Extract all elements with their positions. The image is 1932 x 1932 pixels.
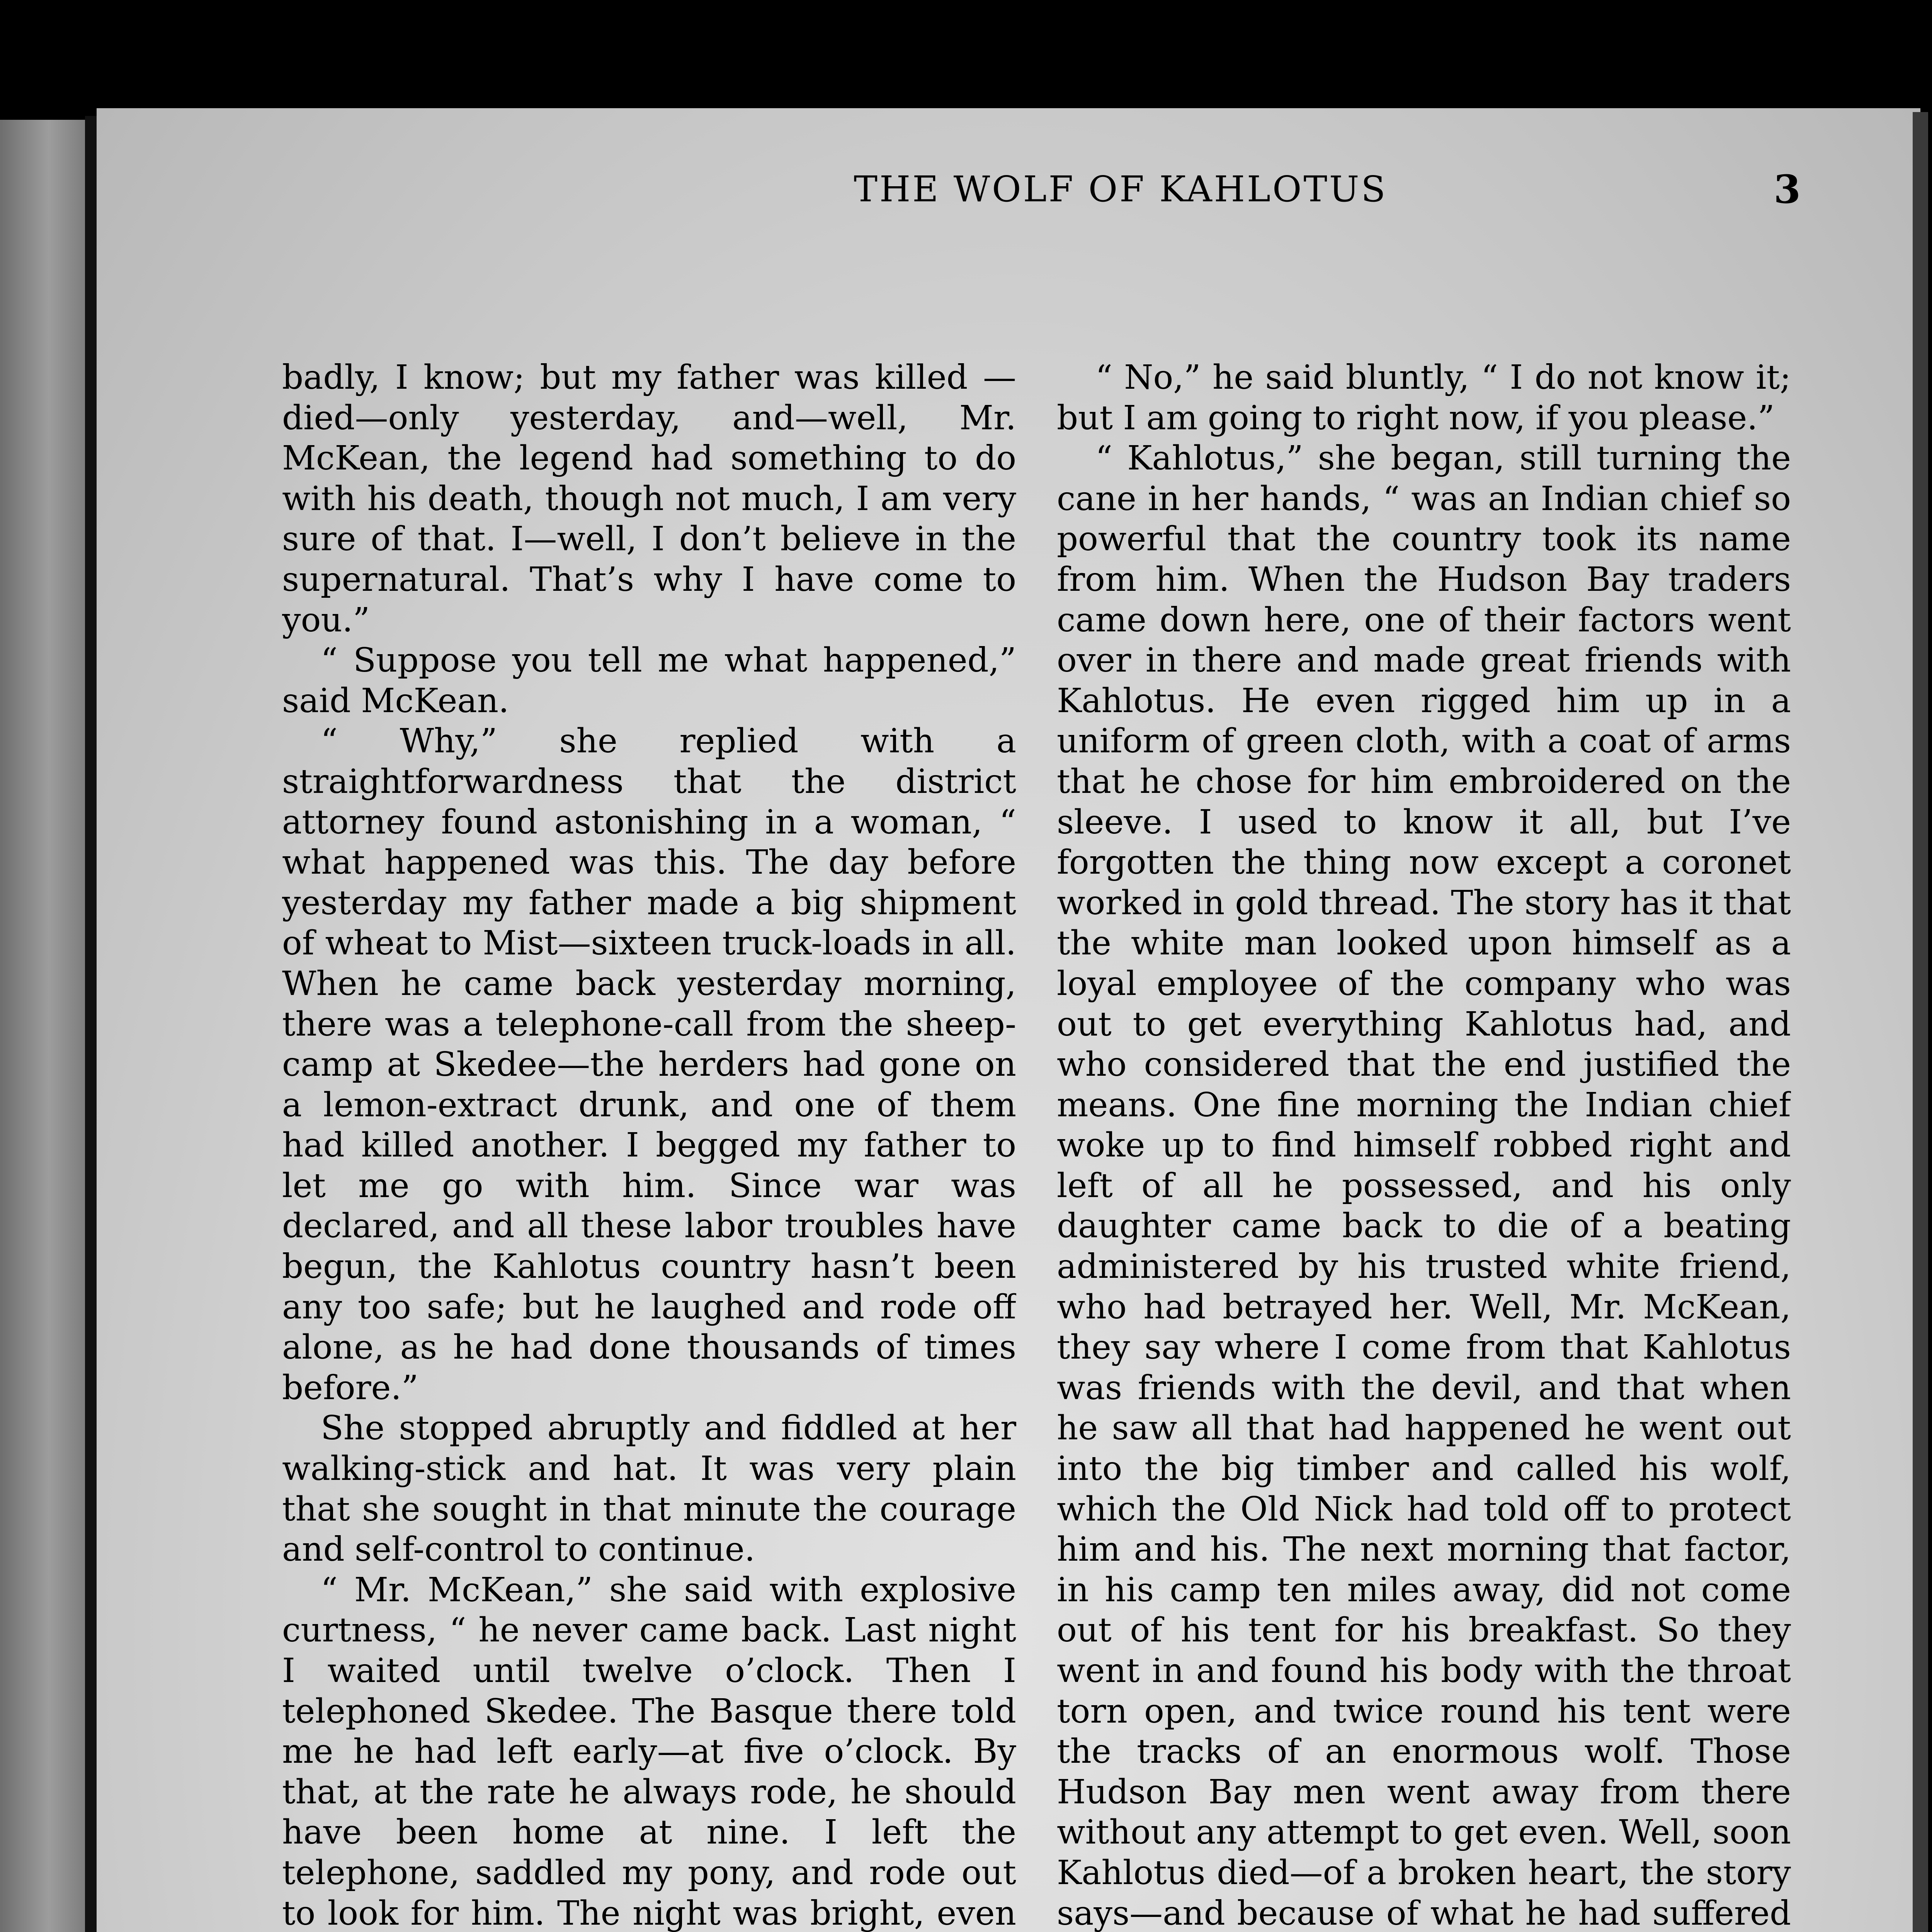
paragraph: “ No,” he said bluntly, “ I do not know it; but I am going to right now, if you please.” bbox=[1057, 358, 1791, 437]
book-gutter bbox=[85, 116, 97, 1932]
adjacent-page-edge bbox=[0, 120, 89, 1932]
page-number: 3 bbox=[1774, 167, 1801, 212]
paragraph: “ Suppose you tell me what happened,” said McKean. bbox=[282, 641, 1016, 720]
paragraph: “ Mr. McKean,” she said with explosive curtness, “ he never came back. Last night I waited until twelve o’clock. Then I telephoned Skedee. The Basque there told me he had left early—at five o’clock. By that, at the rate he always rode, he should have been home at nine. I left the telephone, saddled my pony, and rode out to look for him. The night was bright, even bbox=[282, 1570, 1016, 1932]
text-column-right bbox=[1057, 357, 1791, 1932]
paragraph: “ Why,” she replied with a straightforwardness that the district attorney found astonishing in a woman, “ what happened was this. The day before yesterday my father made a big shipment of wheat to Mist—sixteen truck-loads in all. When he came back yesterday morning, there was a telephone-call from the sheep-camp at Skedee—the herders had gone on a lemon-extract drunk, and one of them had killed another. I begged my father to let me go with him. Since war was declared, and all these labor troubles have begun, the Kahlotus country hasn’t been any too safe; but he laughed and rode off alone, as he had done thousands of times before.” bbox=[282, 722, 1016, 1407]
running-title: THE WOLF OF KAHLOTUS bbox=[854, 168, 1388, 210]
paragraph: badly, I know; but my father was killed —died—only yesterday, and—well, Mr. McKean, the legend had something to do with his death, though not much, I am very sure of that. I—well, I don’t believe in the supernatural. That’s why I have come to you.” bbox=[282, 358, 1016, 639]
paragraph: She stopped abruptly and fiddled at her walking-stick and hat. It was very plain that she sought in that minute the courage and self-control to continue. bbox=[282, 1409, 1016, 1569]
paragraph: “ Kahlotus,” she began, still turning the cane in her hands, “ was an Indian chief so powerful that the country took its name from him. When the Hudson Bay traders came down here, one of their factors went over in there and made great friends with Kahlotus. He even rigged him up in a uniform of green cloth, with a coat of arms that he chose for him embroidered on the sleeve. I used to know it all, but I’ve forgotten the thing now except a coronet worked in gold thread. The story has it that the white man looked upon himself as a loyal employee of the company who was out to get everything Kahlotus had, and who considered that the end justified the means. One fine morning the Indian chief woke up to find himself robbed right and left of all he possessed, and his only daughter came back to die of a beating administered by his trusted white friend, who had betrayed her. Well, Mr. McKean, they say where I come from that Kahlotus was friends with the devil, and that when he saw all that had happened he went out into the big timber and called his wolf, which the Old Nick had told off to protect him and his. The next morning that factor, in his camp ten miles away, did not come out of his tent for his breakfast. So they went in and found his body with the throat torn open, and twice round his tent were the tracks of an enormous wolf. Those Hudson Bay men went away from there without any attempt to get even. Well, soon Kahlotus died—of a broken heart, the story says—and because of what he had suffered bbox=[1057, 439, 1791, 1932]
text-column-left bbox=[282, 357, 1016, 1932]
page-shadow-edge bbox=[1913, 112, 1928, 1932]
